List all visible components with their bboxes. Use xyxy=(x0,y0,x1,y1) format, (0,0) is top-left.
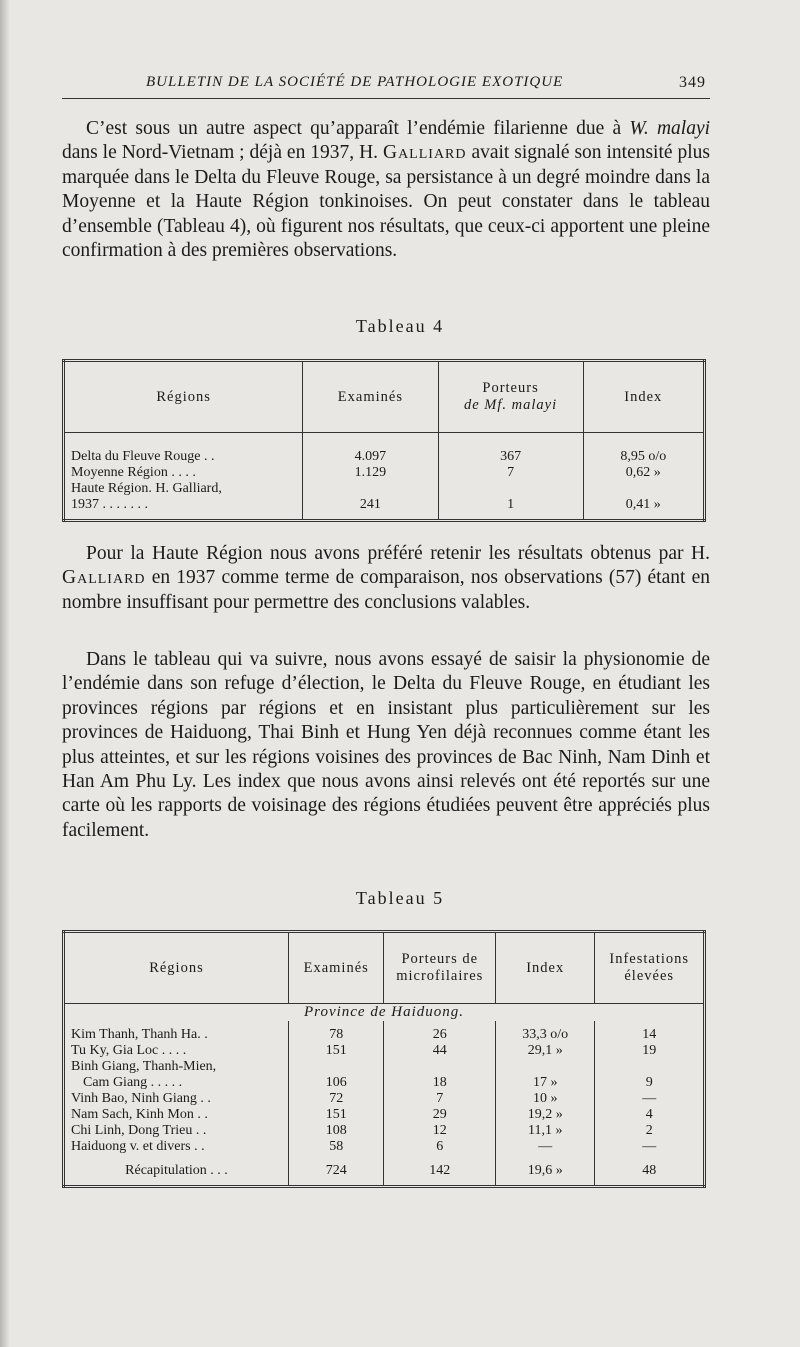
table-cell: 7 xyxy=(436,1091,444,1106)
table-cell: 72 xyxy=(329,1091,344,1106)
table-cell: 9 xyxy=(645,1075,653,1090)
table-cell: 26 xyxy=(432,1027,447,1042)
paragraph-1-text-c: avait signalé son intensité plus marquée dans le Delta du Fleuve Rouge, sa persistance à un degré moindre dans la Moyenne et la Haute Région tonkinoises. On peut constater dans le tableau d’ensemble (Tableau 4), où figurent nos résultats, que ceux-ci apportent une pleine confirmation à des premières observations. xyxy=(62,142,710,262)
table-cell: 12 xyxy=(432,1123,447,1138)
paragraph-2-text-a: Pour la Haute Région nous avons préféré retenir les résultats obtenus par H. xyxy=(86,543,710,564)
table-cell: Vinh Bao, Ninh Giang . . xyxy=(71,1091,211,1106)
column-regions xyxy=(64,433,303,521)
table-cell: 29 xyxy=(432,1107,447,1122)
table-cell: 2 xyxy=(645,1123,653,1138)
table-cell: 108 xyxy=(325,1123,347,1138)
header-porteurs-line1: Porteurs xyxy=(482,380,539,396)
paragraph-2 xyxy=(62,542,710,615)
table-cell: 78 xyxy=(329,1027,344,1042)
column-porteurs xyxy=(438,433,583,521)
table-cell: Kim Thanh, Thanh Ha. . xyxy=(71,1027,208,1042)
table-cell: 4 xyxy=(645,1107,653,1122)
table-cell xyxy=(601,1059,697,1075)
paragraph-1 xyxy=(62,117,710,263)
recap-examines: 724 xyxy=(288,1161,384,1187)
tableau-5-body xyxy=(64,1021,705,1161)
province-label: Province de Haiduong. xyxy=(304,1004,464,1020)
header-infestations xyxy=(595,932,705,1004)
table-cell: Nam Sach, Kinh Mon . . xyxy=(71,1107,208,1122)
table-cell: 44 xyxy=(432,1043,447,1058)
table-cell: 367 xyxy=(500,449,522,464)
table-cell: Chi Linh, Dong Trieu . . xyxy=(71,1123,207,1138)
header-porteurs-line2: microfilaires xyxy=(396,968,484,984)
recap-label: Récapitulation . . . xyxy=(125,1163,228,1178)
column-infestations xyxy=(595,1021,705,1161)
tableau-4-body xyxy=(64,433,705,521)
column-examines xyxy=(303,433,438,521)
header-regions: Régions xyxy=(64,361,303,433)
paragraph-3 xyxy=(62,648,710,843)
header-infestations-line2: élevées xyxy=(624,968,675,984)
table-cell: 0,62 » xyxy=(625,465,661,480)
header-rule xyxy=(62,98,710,99)
table-cell: 106 xyxy=(325,1075,347,1090)
province-row xyxy=(64,1004,705,1022)
header-infestations-line1: Infestations xyxy=(609,951,690,967)
table-cell: 1 xyxy=(507,497,515,512)
recap-porteurs: 142 xyxy=(384,1161,496,1187)
table-cell: 18 xyxy=(432,1075,447,1090)
table-cell xyxy=(390,1059,489,1075)
column-index xyxy=(496,1021,595,1161)
page-number: 349 xyxy=(679,74,706,91)
table-cell: 29,1 » xyxy=(527,1043,563,1058)
table-cell: 7 xyxy=(507,465,515,480)
tableau-4 xyxy=(62,359,706,522)
recapitulation-row xyxy=(64,1161,705,1187)
page-edge-shadow xyxy=(0,0,10,1347)
header-index: Index xyxy=(496,932,595,1004)
header-porteurs xyxy=(384,932,496,1004)
column-regions xyxy=(64,1021,289,1161)
column-index xyxy=(583,433,704,521)
table-cell: — xyxy=(538,1139,553,1154)
table-cell: 10 » xyxy=(532,1091,558,1106)
table-cell: Tu Ky, Gia Loc . . . . xyxy=(71,1043,187,1058)
table-cell xyxy=(502,1059,588,1075)
recap-index: 19,6 » xyxy=(496,1161,595,1187)
header-porteurs-line1: Porteurs de xyxy=(401,951,479,967)
journal-title: BULLETIN DE LA SOCIÉTÉ DE PATHOLOGIE EXOTIQUE xyxy=(146,74,564,90)
table-cell: 4.097 xyxy=(354,449,387,464)
table-cell: 19,2 » xyxy=(527,1107,563,1122)
table-cell: 6 xyxy=(436,1139,444,1154)
table-cell xyxy=(295,1059,378,1075)
author-name: Galliard xyxy=(382,142,467,164)
author-name: Galliard xyxy=(62,567,146,589)
paragraph-3-text: Dans le tableau qui va suivre, nous avons essayé de saisir la physionomie de l’endémie dans son refuge d’élection, le Delta du Fleuve Rouge, en étudiant les provinces régions par régions et en insistant plus particulièrement sur les provinces de Haiduong, Thai Binh et Hung Yen déjà reconnues comme étant les plus atteintes, et sur les régions voisines des provinces de Bac Ninh, Nam Dinh et Han Am Phu Ly. Les index que nous avons ainsi relevés ont été reportés sur une carte où les rapports de voisinage des régions étudiées peuvent être appréciés plus facilement. xyxy=(62,649,710,841)
table-cell: 8,95 o/o xyxy=(620,449,667,464)
column-examines xyxy=(288,1021,384,1161)
header-examines: Examinés xyxy=(288,932,384,1004)
header-regions: Régions xyxy=(64,932,289,1004)
tableau-4-caption: Tableau 4 xyxy=(355,316,445,336)
table-cell: Moyenne Région . . . . xyxy=(71,465,196,480)
table-cell: 151 xyxy=(325,1043,347,1058)
table-cell: — xyxy=(642,1091,657,1106)
header-porteurs-line2: de Mf. malayi xyxy=(463,397,558,413)
table-cell: Delta du Fleuve Rouge . . xyxy=(71,449,215,464)
header-examines: Examinés xyxy=(303,361,438,433)
table-cell: — xyxy=(642,1139,657,1154)
tableau-5-header-row xyxy=(64,932,705,1004)
table-cell: 33,3 o/o xyxy=(522,1027,569,1042)
table-cell: 19 xyxy=(642,1043,657,1058)
header-porteurs xyxy=(438,361,583,433)
tableau-4-header-row xyxy=(64,361,705,433)
table-cell: 14 xyxy=(642,1027,657,1042)
column-porteurs xyxy=(384,1021,496,1161)
paragraph-1-text-b: dans le Nord-Vietnam ; déjà en 1937, H. xyxy=(62,142,383,164)
table-cell: Haute Région. H. Galliard, xyxy=(71,481,222,496)
table-cell: Cam Giang . . . . . xyxy=(83,1075,183,1090)
table-cell: 1937 . . . . . . . xyxy=(71,497,148,512)
table-cell: 58 xyxy=(329,1139,344,1154)
header-index: Index xyxy=(583,361,704,433)
table-cell: 1.129 xyxy=(354,465,387,480)
table-cell: 151 xyxy=(325,1107,347,1122)
table-cell: 17 » xyxy=(532,1075,558,1090)
table-cell: Binh Giang, Thanh-Mien, xyxy=(71,1059,217,1074)
paragraph-1-text-a: C’est sous un autre aspect qu’apparaît l’endémie filarienne due à xyxy=(86,118,622,139)
table-cell: 241 xyxy=(359,497,381,512)
table-cell: 11,1 » xyxy=(527,1123,563,1138)
tableau-5 xyxy=(62,930,706,1188)
recap-infestations: 48 xyxy=(595,1161,705,1187)
species-name: W. malayi xyxy=(629,118,711,139)
table-cell: 0,41 » xyxy=(625,497,661,512)
tableau-5-caption: Tableau 5 xyxy=(355,888,445,908)
paragraph-2-text-b: en 1937 comme terme de comparaison, nos observations (57) étant en nombre insuffisant pour permettre des conclusions valables. xyxy=(62,567,710,613)
table-cell: Haiduong v. et divers . . xyxy=(71,1139,205,1154)
